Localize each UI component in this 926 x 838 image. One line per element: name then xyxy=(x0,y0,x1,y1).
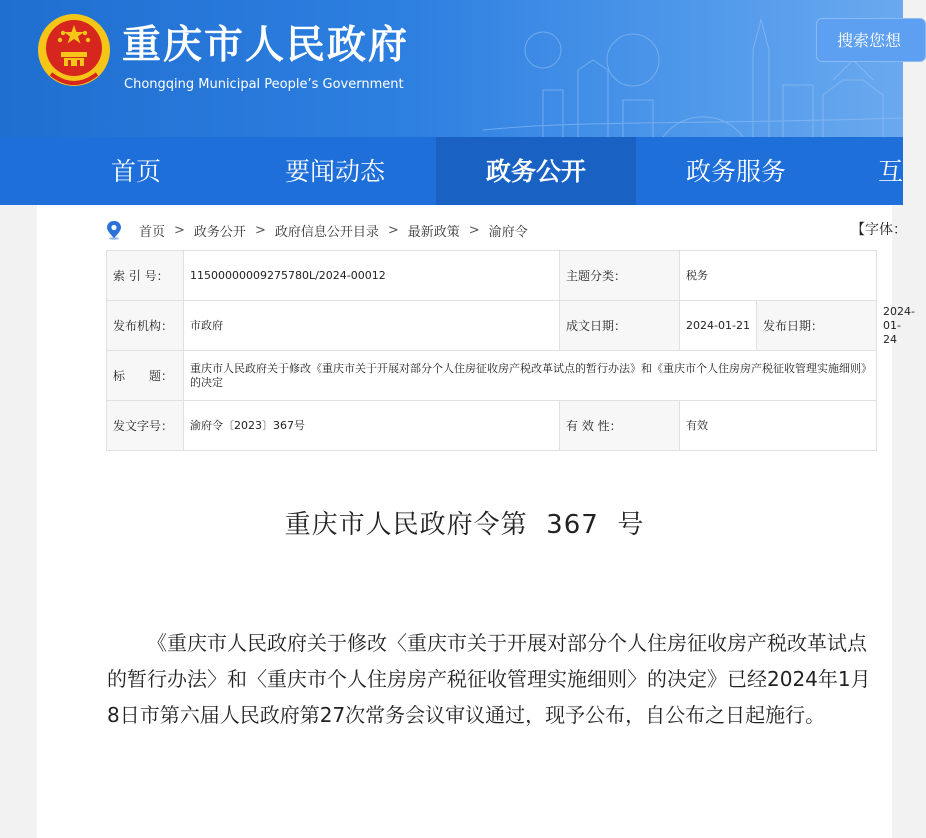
org-value: 市政府 xyxy=(184,301,560,351)
topic-label: 主题分类： xyxy=(560,251,680,301)
title-label: 标 题： xyxy=(107,351,184,401)
table-row xyxy=(107,351,877,401)
doc-number-value: 渝府令〔2023〕367号 xyxy=(184,401,560,451)
breadcrumb-home[interactable]: 首页 xyxy=(139,224,166,240)
table-row: 发布机构： 市政府 成文日期： 2024-01-21 发布日期： 2024-01-24 xyxy=(107,301,877,351)
breadcrumb xyxy=(105,220,528,240)
created-date-label: 成文日期： xyxy=(560,301,680,351)
national-emblem-icon xyxy=(35,12,113,92)
breadcrumb-separator: > xyxy=(468,222,480,238)
breadcrumb-separator: > xyxy=(174,222,185,238)
search-button[interactable]: 搜索您想 xyxy=(816,18,926,62)
created-date-value: 2024-01-21 xyxy=(680,301,757,351)
site-title: 重庆市人民政府 xyxy=(122,23,410,68)
site-header xyxy=(0,0,903,137)
site-subtitle: Chongqing Municipal People’s Government xyxy=(124,77,404,92)
nav-item-services[interactable]: 政务服务 xyxy=(685,157,786,186)
nav-item-news[interactable]: 要闻动态 xyxy=(284,157,385,186)
validity-label: 有 效 性： xyxy=(560,401,680,451)
topic-value: 税务 xyxy=(680,251,877,301)
index-value: 11500000009275780L/2024-00012 xyxy=(184,251,560,301)
breadcrumb-latest-policy[interactable]: 最新政策 xyxy=(407,224,460,240)
org-label: 发布机构： xyxy=(107,301,184,351)
document-meta-table xyxy=(106,250,915,451)
location-pin-icon xyxy=(105,220,123,240)
breadcrumb-separator: > xyxy=(254,222,266,238)
table-row xyxy=(107,251,877,301)
breadcrumb-separator: > xyxy=(387,222,399,238)
nav-item-interaction[interactable]: 互 xyxy=(878,157,904,186)
document-title: 重庆市人民政府令第 367 号 xyxy=(284,510,645,540)
document-paragraph: 《重庆市人民政府关于修改〈重庆市关于开展对部分个人住房征收房产税改革试点的暂行办法〉和〈重庆市个人住房房产税征收管理实施细则〉的决定》已经2024年1月8日市第六届人民政府第27次常务会议审议通过，现予公布，自公布之日起施行。 xyxy=(107,631,871,727)
nav-item-gov-affairs[interactable]: 政务公开 xyxy=(436,137,636,205)
title-value: 重庆市人民政府关于修改《重庆市关于开展对部分个人住房征收房产税改革试点的暂行办法》和《重庆市个人住房房产税征收管理实施细则》的决定 xyxy=(184,351,877,401)
breadcrumb-current[interactable]: 渝府令 xyxy=(488,224,528,240)
breadcrumb-gov-affairs[interactable]: 政务公开 xyxy=(193,224,246,240)
doc-number-label: 发文字号： xyxy=(107,401,184,451)
font-size-control[interactable]: 【字体： xyxy=(851,222,907,238)
main-nav xyxy=(0,137,903,205)
validity-value: 有效 xyxy=(680,401,877,451)
nav-item-home[interactable]: 首页 xyxy=(110,157,161,186)
index-label: 索 引 号： xyxy=(107,251,184,301)
table-row xyxy=(107,401,877,451)
breadcrumb-info-catalog[interactable]: 政府信息公开目录 xyxy=(274,224,379,240)
article-container xyxy=(37,205,915,838)
published-date-label: 发布日期： xyxy=(757,301,877,351)
